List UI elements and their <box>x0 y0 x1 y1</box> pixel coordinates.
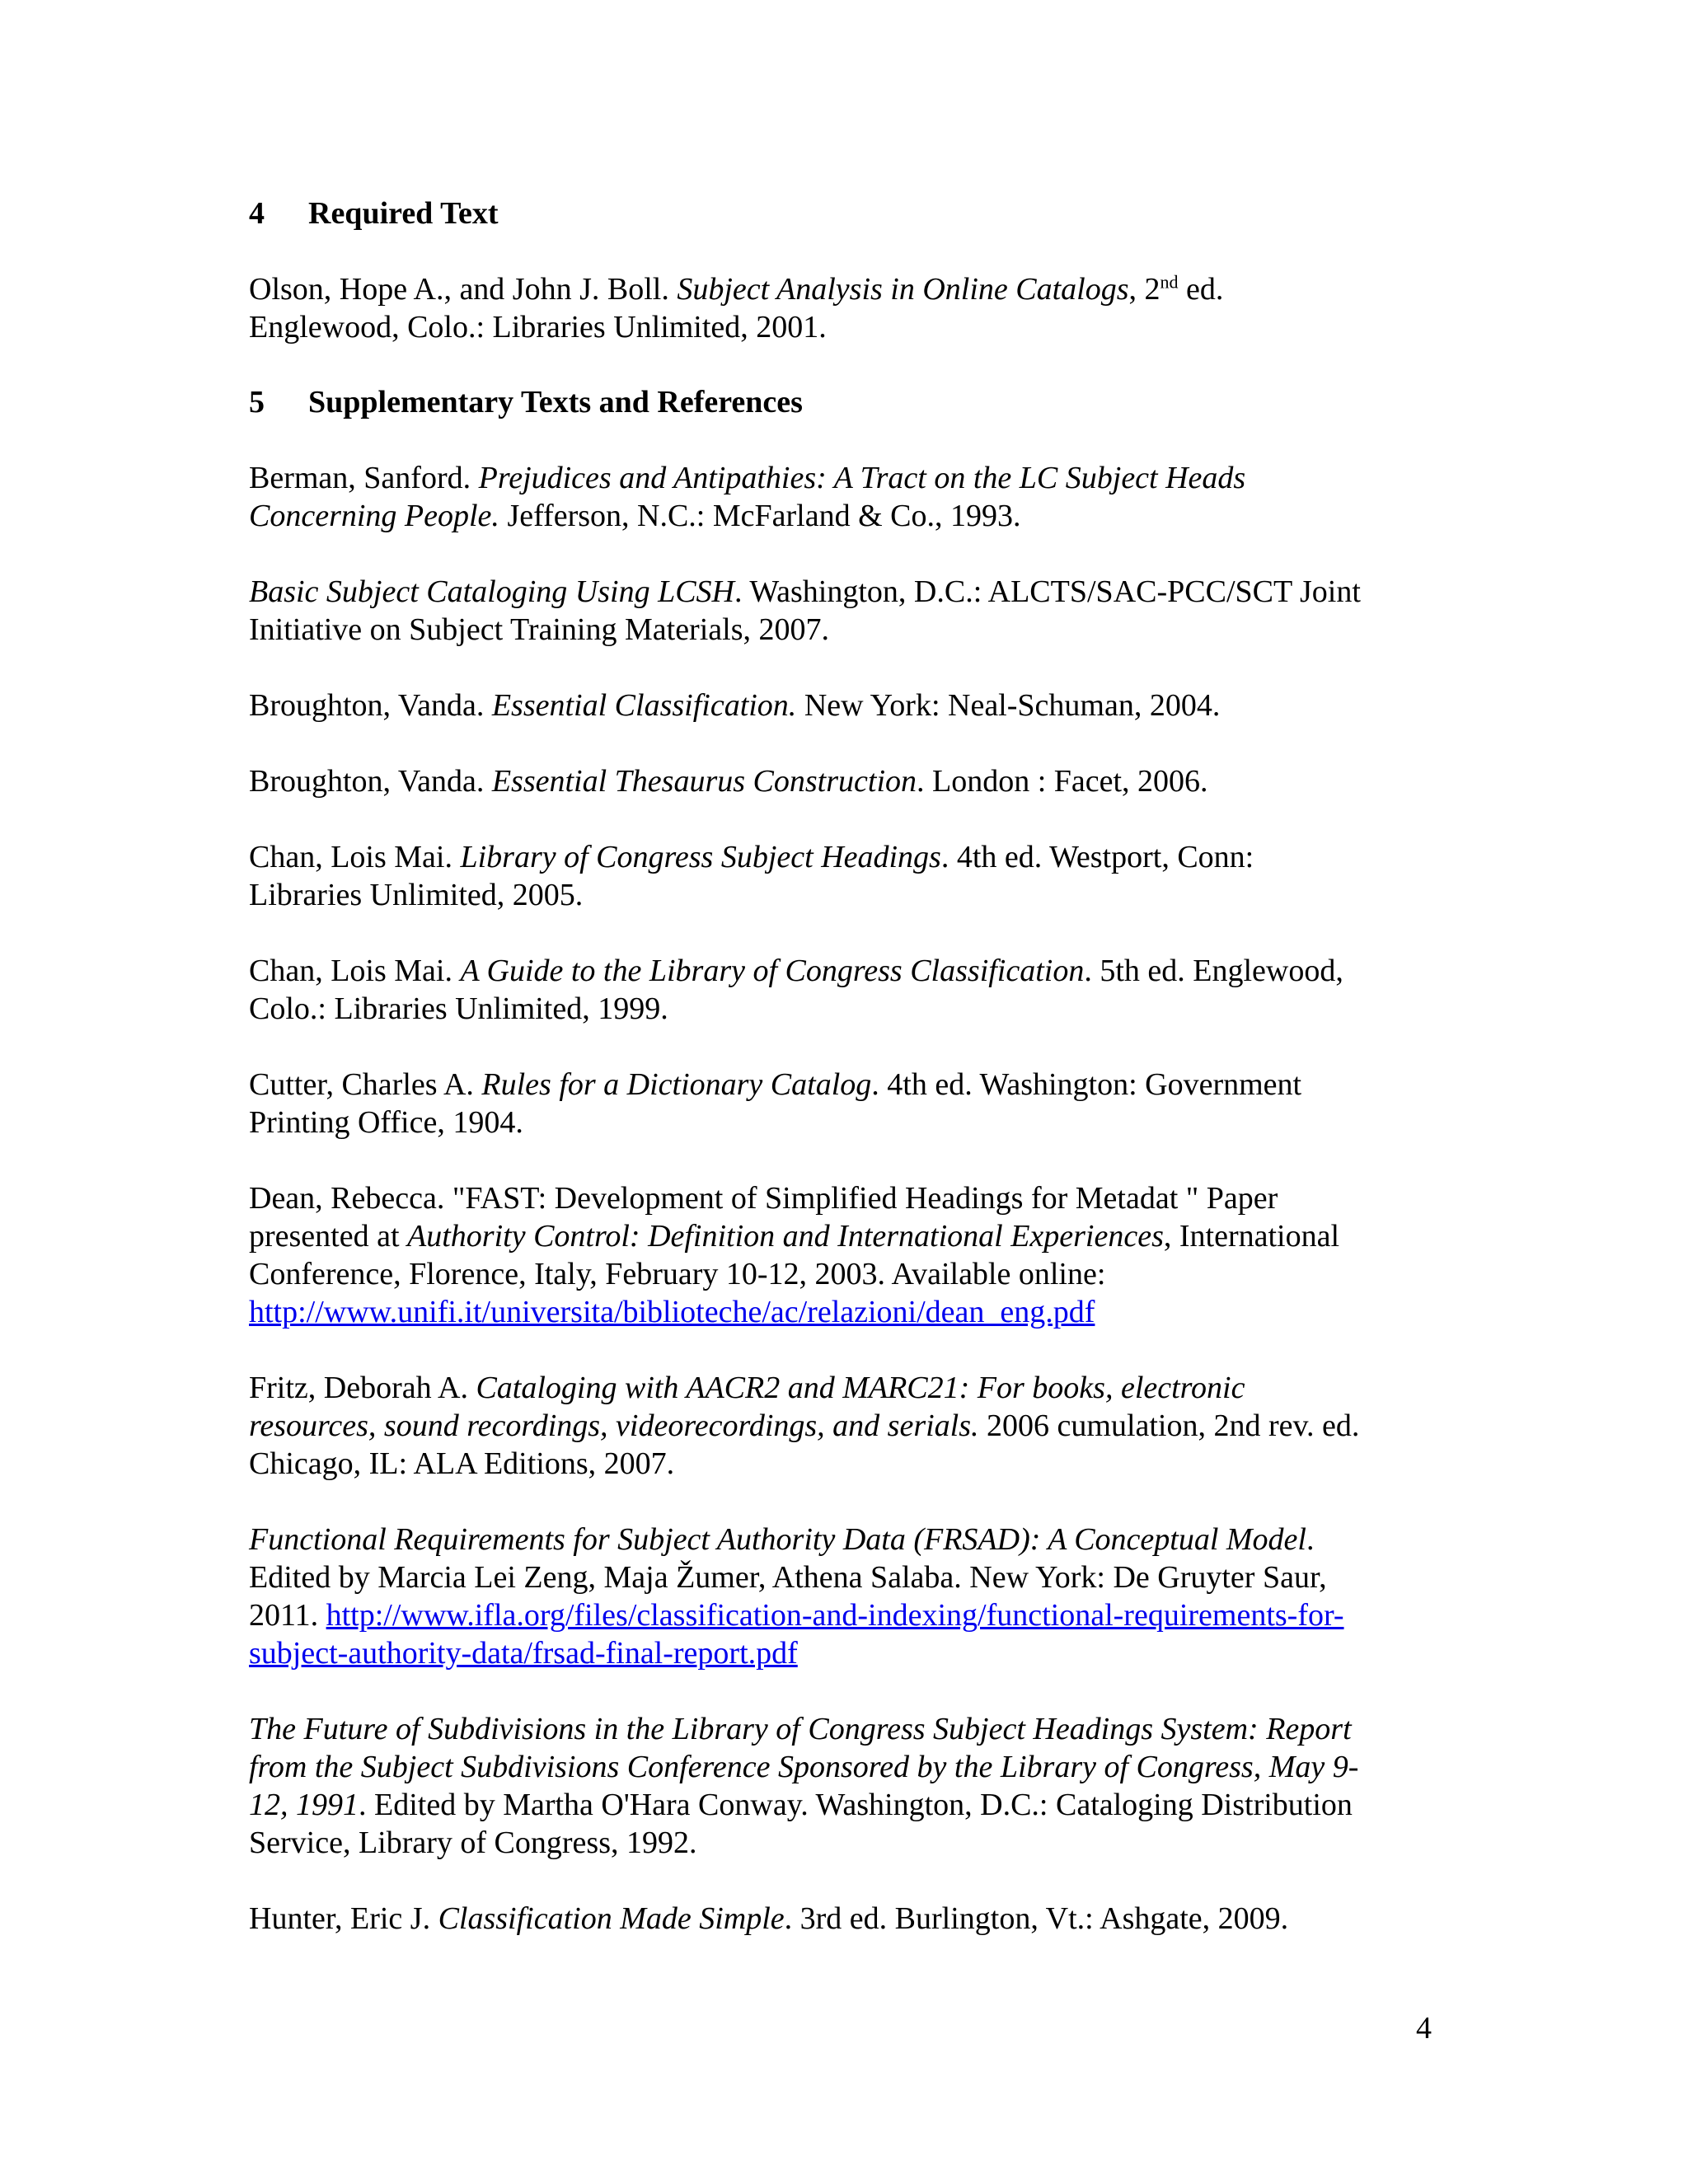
ref-author: Chan, Lois Mai. <box>249 954 461 988</box>
ref-author: Broughton, Vanda. <box>249 688 492 723</box>
ref-imprint: Edited by Marcia Lei Zeng, Maja Žumer, Athena Salaba. New York: De Gruyter Saur, <box>249 1560 1327 1595</box>
reference-entry <box>249 762 1444 800</box>
dean-fast-link[interactable]: http://www.unifi.it/universita/biblioteche/ac/relazioni/dean_eng.pdf <box>249 1295 1095 1329</box>
reference-entry <box>249 1066 1444 1141</box>
ref-imprint: Jefferson, N.C.: McFarland & Co., 1993. <box>499 499 1021 533</box>
ref-title: Classification Made Simple <box>438 1901 785 1936</box>
section-title: Supplementary Texts and References <box>308 385 803 419</box>
ref-title: Essential Thesaurus Construction <box>491 764 917 799</box>
ref-title: from the Subject Subdivisions Conference Sponsored by the Library of Congress, May 9- <box>249 1750 1359 1784</box>
ref-imprint: . London : Facet, 2006. <box>917 764 1208 799</box>
reference-entry <box>249 459 1444 535</box>
section-number: 5 <box>249 385 265 419</box>
ref-imprint: Service, Library of Congress, 1992. <box>249 1825 697 1860</box>
ref-title: Prejudices and Antipathies: A Tract on the LC Subject Heads <box>478 461 1246 495</box>
ref-imprint: 2006 cumulation, 2nd rev. ed. <box>978 1408 1360 1443</box>
citation-title: Subject Analysis in Online Catalogs <box>677 272 1129 307</box>
ref-author: Fritz, Deborah A. <box>249 1371 476 1405</box>
ref-title: resources, sound recordings, videorecordings, and serials. <box>249 1408 979 1443</box>
ref-text: , International <box>1163 1219 1340 1254</box>
ref-imprint: Conference, Florence, Italy, February 10-12, 2003. Available online: <box>249 1257 1106 1291</box>
reference-entry <box>249 1179 1444 1331</box>
page-content <box>249 194 1444 1938</box>
ref-title: Cataloging with AACR2 and MARC21: For books, electronic <box>476 1371 1245 1405</box>
ref-title: 12, 1991 <box>249 1788 359 1822</box>
page-number: 4 <box>1416 2011 1432 2046</box>
reference-entry <box>249 952 1444 1028</box>
ref-imprint: Initiative on Subject Training Materials, 2007. <box>249 612 829 647</box>
section-number: 4 <box>249 196 265 231</box>
frsad-link[interactable]: http://www.ifla.org/files/classification-and-indexing/functional-requirements-for- <box>326 1598 1344 1633</box>
ref-imprint: . Washington, D.C.: ALCTS/SAC-PCC/SCT Joint <box>734 574 1361 609</box>
ref-title: Rules for a Dictionary Catalog <box>481 1067 872 1102</box>
ref-title: Authority Control: Definition and International Experiences <box>407 1219 1164 1254</box>
ref-title: Functional Requirements for Subject Authority Data (FRSAD): A Conceptual Model <box>249 1522 1306 1557</box>
reference-entry <box>249 838 1444 914</box>
frsad-link-continued[interactable]: subject-authority-data/frsad-final-report.pdf <box>249 1636 798 1671</box>
ref-imprint: Libraries Unlimited, 2005. <box>249 878 584 912</box>
ref-title: Concerning People. <box>249 499 499 533</box>
ref-text: presented at <box>249 1219 408 1254</box>
ref-author: Chan, Lois Mai. <box>249 840 461 874</box>
ref-imprint: . 3rd ed. Burlington, Vt.: Ashgate, 2009. <box>784 1901 1289 1936</box>
reference-entry <box>249 1521 1444 1672</box>
section-title: Required Text <box>308 196 499 231</box>
ref-imprint: . 4th ed. Westport, Conn: <box>940 840 1254 874</box>
reference-entry <box>249 1710 1444 1862</box>
citation-author: Olson, Hope A., and John J. Boll. <box>249 272 678 307</box>
ref-title: Library of Congress Subject Headings <box>460 840 941 874</box>
section-heading-required-text <box>249 194 1444 232</box>
reference-entry <box>249 1369 1444 1483</box>
ref-author: Berman, Sanford. <box>249 461 479 495</box>
ref-imprint: 2011. <box>249 1598 326 1633</box>
required-text-citation <box>249 270 1444 346</box>
reference-entry <box>249 687 1444 724</box>
ref-imprint: Colo.: Libraries Unlimited, 1999. <box>249 991 668 1026</box>
ref-author: Cutter, Charles A. <box>249 1067 482 1102</box>
ref-title: Basic Subject Cataloging Using LCSH <box>249 574 734 609</box>
ref-imprint: Chicago, IL: ALA Editions, 2007. <box>249 1446 675 1481</box>
ref-imprint: Printing Office, 1904. <box>249 1105 523 1140</box>
ref-imprint: . 4th ed. Washington: Government <box>871 1067 1302 1102</box>
ref-title: A Guide to the Library of Congress Classification <box>460 954 1085 988</box>
section-heading-supplementary <box>249 383 1444 421</box>
reference-entry <box>249 1900 1444 1938</box>
reference-entry <box>249 573 1444 649</box>
citation-edition-suffix: ed. <box>1178 272 1224 307</box>
ref-imprint: . 5th ed. Englewood, <box>1084 954 1343 988</box>
ref-title: The Future of Subdivisions in the Library of Congress Subject Headings System: Report <box>249 1712 1352 1746</box>
ref-text: . <box>1306 1522 1315 1557</box>
ref-author: Dean, Rebecca. "FAST: Development of Simplified Headings for Metadat " Paper <box>249 1181 1278 1216</box>
ref-title: Essential Classification. <box>491 688 797 723</box>
citation-imprint: Englewood, Colo.: Libraries Unlimited, 2001. <box>249 310 827 344</box>
ref-imprint: . Edited by Martha O'Hara Conway. Washington, D.C.: Cataloging Distribution <box>359 1788 1353 1822</box>
ref-imprint: New York: Neal-Schuman, 2004. <box>796 688 1221 723</box>
ref-author: Hunter, Eric J. <box>249 1901 438 1936</box>
citation-edition: , 2 <box>1128 272 1160 307</box>
ref-author: Broughton, Vanda. <box>249 764 492 799</box>
edition-superscript: nd <box>1160 271 1179 293</box>
